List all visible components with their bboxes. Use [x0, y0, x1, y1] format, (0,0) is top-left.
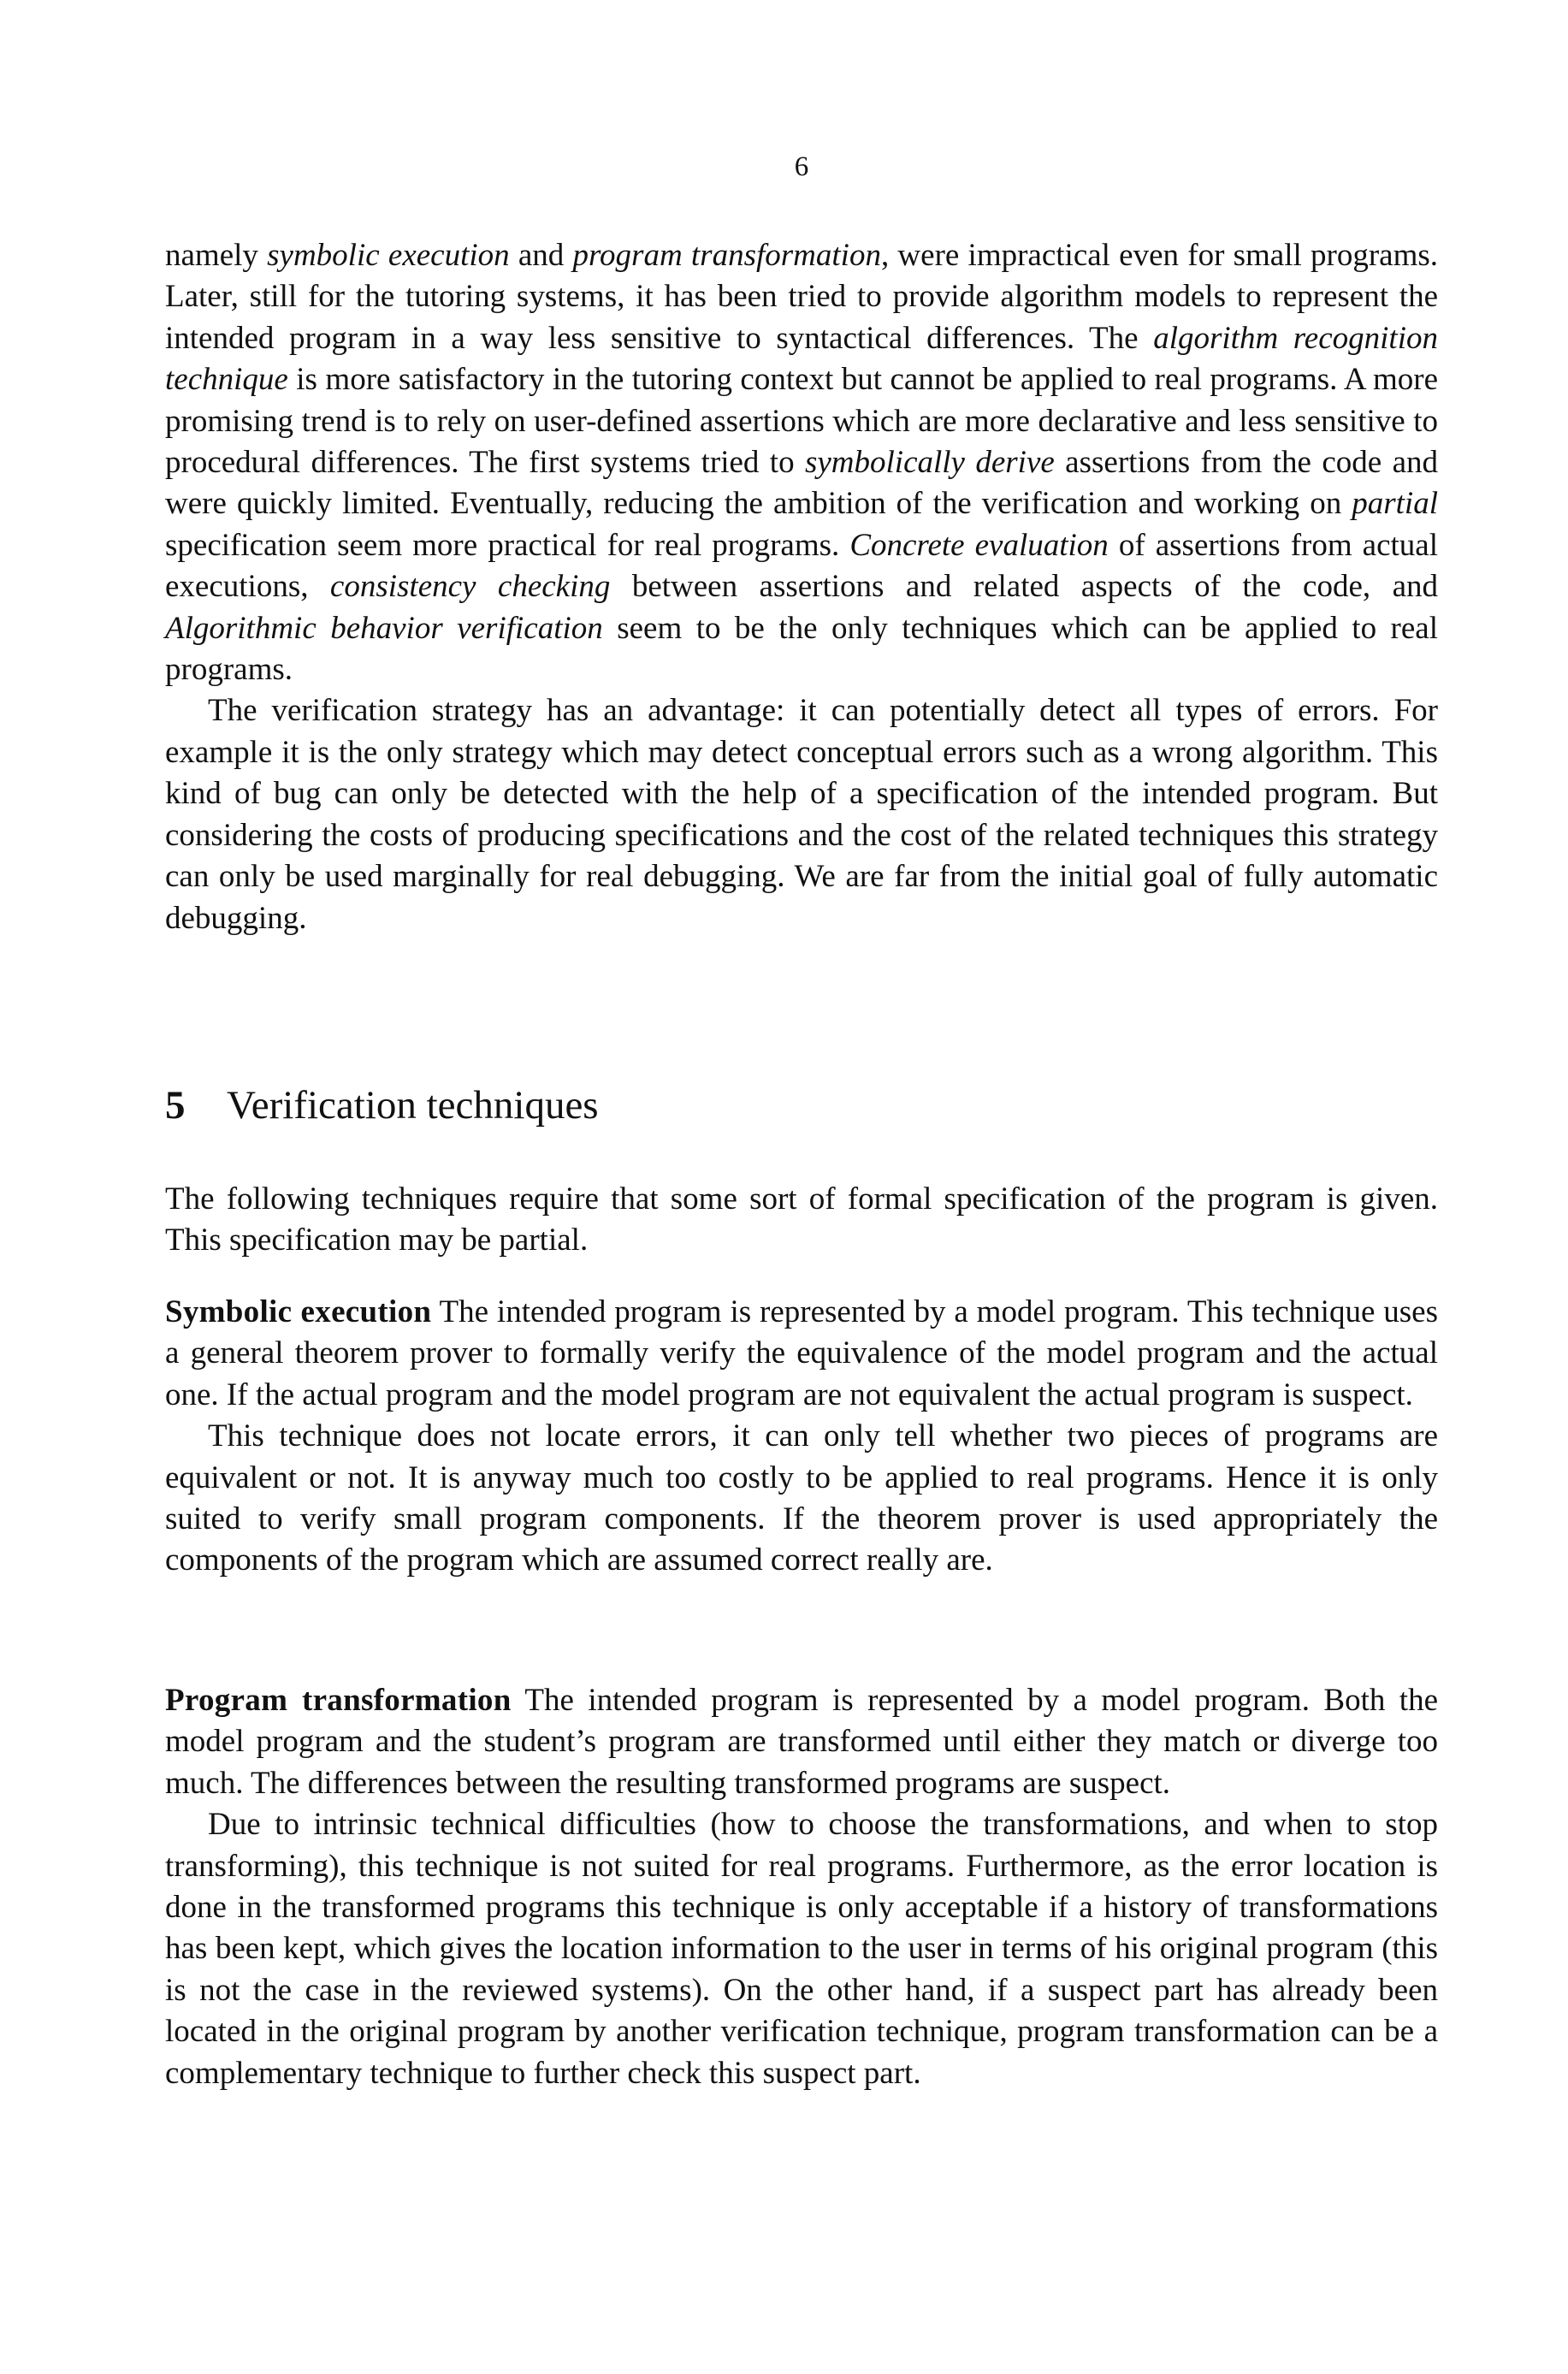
paragraph: The following techniques require that some sort of formal specification of the program is given. This specification may be partial.: [165, 1181, 1438, 1258]
paragraph: The verification strategy has an advantage: it can potentially detect all types of errors. For example it is the only strategy which may detect conceptual errors such as a wrong algorithm. This kind of bug can only be detected with the help of a specification of the intended program. But considering the costs of producing specifications and the cost of the related techniques this strategy can only be used marginally for real debugging. We are far from the initial goal of fully automatic debugging.: [165, 693, 1438, 936]
text-run: and: [509, 238, 573, 273]
page-number: 6: [794, 151, 809, 182]
text-run: The intended program is represented by a model program. Both the model program and the student’s program are transformed until either they match or diverge too much. The differences between the resulting transformed programs are suspect.: [165, 1683, 1439, 1801]
section-heading: [165, 1080, 1438, 1131]
emphasis-term: program transformation: [572, 238, 881, 273]
text-run: assertions from the code and were quickly limited. Eventually, reducing the ambition of the verification and working on: [165, 445, 1438, 522]
emphasis-term: consistency checking: [329, 569, 611, 605]
paragraph: This technique does not locate errors, it can only tell whether two pieces of programs are equivalent or not. It is anyway much too costly to be applied to real programs. Hence it is only suited to verify small program components. If the theorem prover is used appropriately the components of the program which are assumed correct really are.: [165, 1418, 1438, 1578]
text-run: specification seem more practical for real programs.: [165, 527, 850, 563]
continued-section-text: [165, 235, 1438, 939]
technique-symbolic-execution: [165, 1292, 1438, 1582]
text-run: , were impractical even for small programs. Later, still for the tutoring systems, it has been tried to provide algorithm models to represent the intended program in a way less sensitive to syntactical differences. The: [165, 238, 1439, 356]
section-number: 5: [165, 1083, 186, 1128]
technique-program-transformation: [165, 1680, 1438, 2094]
emphasis-term: symbolic execution: [267, 238, 510, 273]
paragraph: Due to intrinsic technical difficulties (how to choose the transformations, and when to stop transforming), this technique is not suited for real programs. Furthermore, as the error location is done in the transformed programs this technique is only acceptable if a history of transformations has been kept, which gives the location information to the user in terms of his original program (this is not the case in the reviewed systems). On the other hand, if a suspect part has already been located in the original program by another verification technique, program transformation can be a complementary technique to further check this suspect part.: [165, 1807, 1438, 2091]
emphasis-term: algorithm recognition technique: [165, 320, 1438, 398]
text-run: The intended program is represented by a model program. This technique uses a general theorem prover to formally verify the equivalence of the model program and the actual one. If the actual program and the model program are not equivalent the actual program is suspect.: [165, 1294, 1438, 1412]
text-run: between assertions and related aspects of the code, and: [610, 569, 1438, 605]
emphasis-term: partial: [1352, 486, 1438, 522]
section-intro: [165, 1179, 1438, 1262]
text-run: is more satisfactory in the tutoring context but cannot be applied to real programs. A more promising trend is to rely on user-defined assertions which are more declarative and less sensitive to procedural differences. The first systems tried to: [165, 362, 1438, 481]
section-title: Verification techniques: [227, 1083, 599, 1128]
emphasis-term: Concrete evaluation: [849, 527, 1109, 563]
emphasis-term: Algorithmic behavior verification: [165, 610, 603, 646]
run-in-heading: Symbolic execution: [165, 1294, 432, 1329]
paragraph: [165, 1292, 1438, 1416]
text-run: of assertions from actual executions,: [165, 527, 1438, 605]
paragraph: [165, 235, 1438, 690]
text-run: seem to be the only techniques which can be applied to real programs.: [165, 610, 1438, 688]
text-run: namely: [165, 238, 268, 273]
run-in-heading: Program transformation: [165, 1683, 512, 1718]
paragraph: [165, 1680, 1438, 1804]
emphasis-term: symbolically derive: [804, 445, 1055, 481]
